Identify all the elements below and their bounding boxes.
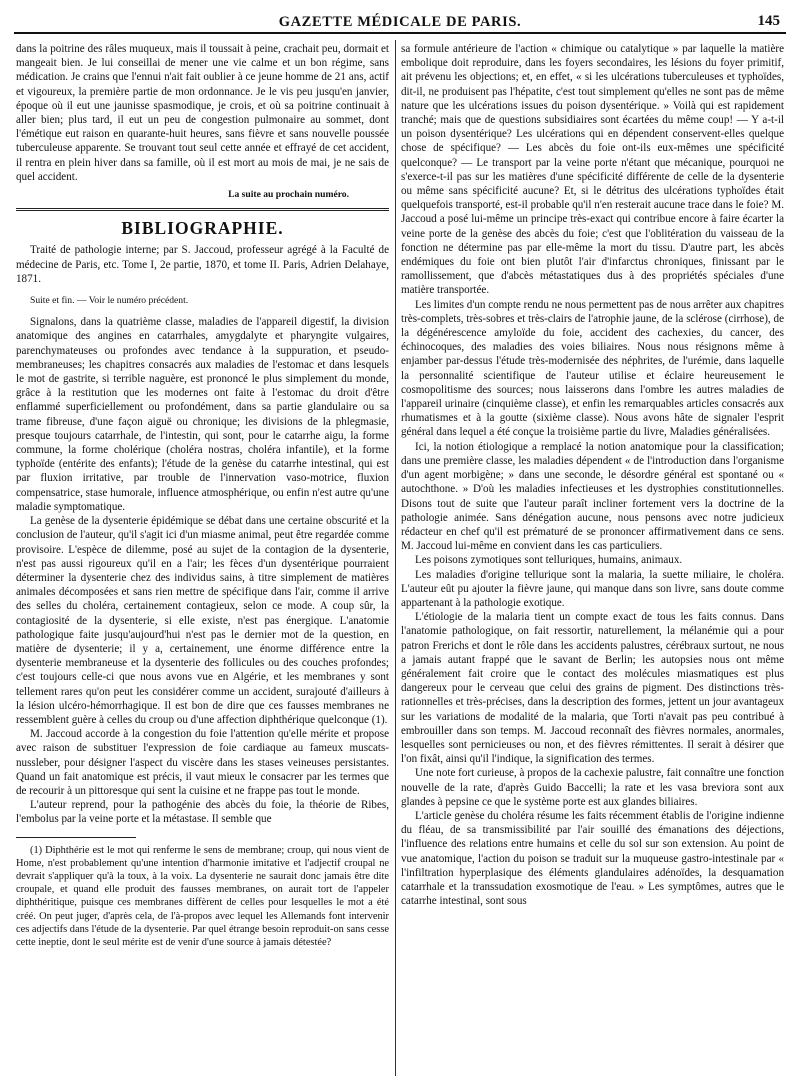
column-divider	[395, 40, 396, 1076]
section-separator	[16, 208, 389, 211]
body-paragraph: La genèse de la dysenterie épidémique se débat dans une certaine obscurité et la conclusion de l'auteur, qu'il s'agit ici d'un miasme animal, peut être regardée comme provisoire. L'espèce de dilemme, posé au sujet de la contagion de la dysenterie, n'est pas aussi rigoureux qu'il en a l'air; les fèces d'un dysentérique pourraient déterminer la dysenterie chez des individus sains, à titre simplement de matières animales décomposées et sans rien mettre de spécifique dans l'air, comme il arrive des selles du choléra, certainement contagieux, selon ce mode. A coup sûr, la contagiosité de la dysenterie, si elle existe, n'est pas énergique. L'anatomie pathologique faite jusqu'aujourd'hui n'est pas le dernier mot de la question, en matière de dysenterie; il y a, certainement, une énorme différence entre la dysenterie membraneuse et la dysenterie des follicules ou des couches profondes; c'est toujours celle-ci que nous avons vue en Algérie, et les membranes y sont tellement rares qu'on peut les considérer comme un accident, surajouté d'ailleurs à la lésion ulcéro-hémorrhagique. Il est bon de dire que ces fausses membranes ne ressemblent guère à celles du croup ou d'une affection diphthérique quelconque (1).	[16, 515, 389, 726]
book-reference: Traité de pathologie interne; par S. Jaccoud, professeur agrégé à la Faculté de médecine de Paris, etc. Tome I, 2e partie, 1870, et tome II. Paris, Adrien Delahaye, 1871.	[16, 244, 389, 285]
body-paragraph: Les limites d'un compte rendu ne nous permettent pas de nous arrêter aux chapitres très-complets, très-sobres et très-clairs de l'atrophie jaune, de la sclérose (cirrhose), de la dégénérescence amyloïde du foie, accident des cachexies, du cancer, des échinocoques, des maladies des voies biliaires. Nous nous résignons même à enjamber par-dessus l'étude très-modernisée des néphrites, de l'urémie, dans laquelle la personnalité scientifique de l'auteur utilise et éclaire heureusement le cosmopolitisme des sources; nous laisserons dans l'ombre les autres maladies de l'appareil urinaire (cinquième classe), et enfin les remarquables articles consacrés aux rhumatismes et à la goutte (sixième classe). Nous avons hâte de signaler l'esprit général dans lequel a été conçue la troisième partie du livre, Maladies généralisées.	[401, 298, 784, 439]
section-subtitle: Suite et fin. — Voir le numéro précédent.	[30, 295, 189, 307]
footnote: (1) Diphthérie est le mot qui renferme le sens de membrane; croup, qui nous vient de Home, n'est probablement qu'une intention d'harmonie imitative et l'adjectif croupal ne devrait s'appliquer qu'à la toux, à la voix. La dysenterie ne saurait donc jamais être dite croupale, et quand elle produit des fausses membranes, on aurait tort de l'appeler diphthéritique, puisque ces membranes diffèrent de celles pour lesquelles le mot a été créé. On peut juger, d'après cela, de l'à-propos avec lequel les Allemands font intervenir ces adjectifs dans l'étude de la dysenterie. Par quel étrange besoin reproduit-on sans cesse cette ineptie, dont le seul mérite est de venir d'une source à jamais détestée?	[16, 844, 389, 948]
body-paragraph: Signalons, dans la quatrième classe, maladies de l'appareil digestif, la division anatomique des angines en catarrhales, amygdalyte et pharyngite vulgaires, parenchymateuses ou profondes avec tendance à la suppuration, et pseudo-membraneuses; les chapitres consacrés aux maladies de l'estomac et dans lesquels le mot de gastrite, si terrible naguère, est prononcé le plus simplement du monde, grâce à la restitution que les modernes ont faite à l'estomac du droit d'être enflammé superficiellement ou profondément, dans sa partie glandulaire ou sa trame fibreuse, d'une façon aiguë ou chronique; les divisions de la phlegmasie, presque toujours catarrhale, de l'intestin, qui sont, pour le catarrhe aigu, la forme commune, la forme cholérique (choléra nostras, choléra infantile), et la forme typhoïde (entérite des enfants); l'étude de la genèse du catarrhe intestinal, qui est par fluxion irritative, par trouble de l'innervation vaso-motrice, fluxion compensatrice, stase humorale, influence atmosphérique, ou enfin n'est autre qu'une maladie symptomatique.	[16, 316, 389, 513]
intro-paragraph: dans la poitrine des râles muqueux, mais il toussait à peine, crachait peu, dormait et mangeait bien. Je lui conseillai de mener une vie calme et un bon régime, sans médication. Je crains que l'ennui n'ait fait oublier à ce jeune homme de 21 ans, actif et vigoureux, la première partie de mon ordonnance. Je le vis peu jusqu'en janvier, époque où il eut une jaunisse spasmodique, je crois, et où sa poitrine continuait à aller bien; plus tard, il eut un peu de congestion pulmonaire au sommet, dont l'émétique eut raison en quarante-huit heures, sans fièvre et sans nouvelle poussée tuberculeuse apparente. Se trouvant tout seul cette année et effrayé de cet accident, il rentra en plein hiver dans sa famille, où il est mort au mois de mai, je ne sais de quel accident.	[16, 43, 389, 183]
body-paragraph: sa formule antérieure de l'action « chimique ou catalytique » par laquelle la matière embolique doit reproduire, dans les foyers secondaires, les lésions du foyer primitif, ait prévenu les objections; et, en effet, « si les ulcérations tuberculeuses et typhoïdes, dit-il, ne produisent pas l'hépatite, c'est tout simplement qu'elles ne sont pas de même nature que les ulcérations issues du poison dysentérique. » Voilà qui est rapidement tranché; mais que de questions subsidiaires sont écartées du même coup! — Y a-t-il un poison dysentérique? Les ulcérations qui en dépendent conservent-elles quelque chose de spécifique? — Les abcès du foie ont-ils eux-mêmes une spécificité quelconque? — Le transport par la veine porte n'étant que mécanique, pourquoi ne s'exerce-t-il pas sur les matières d'une spécificité différente de celle de la dysenterie ou même sans spécificité aucune? Et, si le détritus des ulcérations typhoïdes était quelquefois transporté, est-il probable qu'il n'en resterait aucune trace dans le foie? M. Jaccoud a posé lui-même un principe très-exact qui contribue encore à faire écarter la veine porte de la genèse des abcès du foie; c'est que l'oblitération du vaisseau de la fonction ne détermine pas par elle-même la mort du tissu. D'autre part, les abcès endémiques du foie ont bien plutôt l'air d'infarctus chroniques, finissant par le ramollissement, que d'abcès métastatiques dus à des propriétés spéciales d'une matière transportée.	[401, 43, 784, 297]
body-paragraph: M. Jaccoud accorde à la congestion du foie l'attention qu'elle mérite et propose avec raison de substituer l'expression de foie cardiaque au fameux muscats-nussleber, pour désigner l'aspect du viscère dans les stases veineuses persistantes. Quand un fait anatomique est précis, il vaut mieux le consacrer par les termes que de recourir à un pittoresque qui sent la cuisine et ne frappe pas tout le monde.	[16, 728, 389, 797]
footnote-separator	[16, 837, 136, 838]
page-number: 145	[757, 13, 780, 29]
body-paragraph: L'auteur reprend, pour la pathogénie des abcès du foie, la théorie de Ribes, l'embolus par la veine porte et la métastase. Il semble que	[16, 799, 389, 826]
body-paragraph: Une note fort curieuse, à propos de la cachexie palustre, fait connaître une fonction nouvelle de la rate, d'après Guido Baccelli; la rate et les vasa breviora sont aux glandes à pepsine ce que le système porte est aux glandes biliaires.	[401, 767, 784, 808]
continuation-note: La suite au prochain numéro.	[228, 189, 349, 201]
body-paragraph: L'étiologie de la malaria tient un compte exact de tous les faits connus. Dans l'anatomie pathologique, on fait ressortir, naturellement, la mélanémie qui a pour patron Frerichs et dont le rôle dans les accidents palustres, cérébraux surtout, ne nous a jamais autant frappé que le savant de Berlin; les autopsies nous ont même généralement fait croire que le contact des molécules miasmatiques est plus dangereux pour le cerveau que celui des grains de pigment. Des distinctions très-rationnelles et très-précises, dans la description des formes, jettent un jour avantageux sur les variations de modalité de la malaria, que Torti n'avait pas peu contribué à embrouiller dans son temps. M. Jaccoud reconnaît des fièvres normales, anormales, lesquelles sont pernicieuses ou non, et des fièvres rémittentes. Il serait à désirer que l'on fixât, ainsi qu'il l'indique, la signification des termes.	[401, 611, 784, 766]
left-column	[16, 42, 389, 1076]
body-paragraph: Les poisons zymotiques sont telluriques, humains, animaux.	[415, 554, 683, 567]
body-paragraph: L'article genèse du choléra résume les faits récemment établis de l'origine indienne du fléau, de sa transmissibilité par l'air souillé des émanations des déjections, l'influence des relations entre humains et celle du sol sur son extension. Au point de vue anatomique, l'action du poison se traduit sur la muqueuse gastro-intestinale par « l'infiltration hyperplasique des éléments glandulaires adénoïdes, la desquamation catarrhale et la transsudation exosmotique de l'eau. » Les symptômes, autres que le catarrhe intestinal, sont sous	[401, 809, 784, 908]
page-header	[14, 8, 786, 34]
body-paragraph: Les maladies d'origine tellurique sont la malaria, la suette miliaire, le choléra. L'auteur eût pu ajouter la fièvre jaune, qui manque dans son livre, sans doute comme appartenant à la pathologie exotique.	[401, 568, 784, 609]
journal-title: GAZETTE MÉDICALE DE PARIS.	[278, 14, 522, 30]
section-title: BIBLIOGRAPHIE.	[121, 218, 284, 239]
right-column	[401, 42, 784, 1076]
body-paragraph: Ici, la notion étiologique a remplacé la notion anatomique pour la classification; dans une première classe, les maladies dépendent « de l'introduction dans l'organisme d'un agent morbigène; » dans une seconde, le désordre général est spontané ou « autochthone. » D'où les maladies infectieuses et les dystrophies constitutionnelles. Disons tout de suite que l'auteur paraît incliner fortement vers la doctrine de la pathologie animée. Sans dénégation aucune, nous pensons avec notre judicieux rédacteur en chef qu'il est prématuré de se prononcer affirmativement dans ce sens. M. Jaccoud lui-même en convient dans les cas particuliers.	[401, 440, 784, 553]
